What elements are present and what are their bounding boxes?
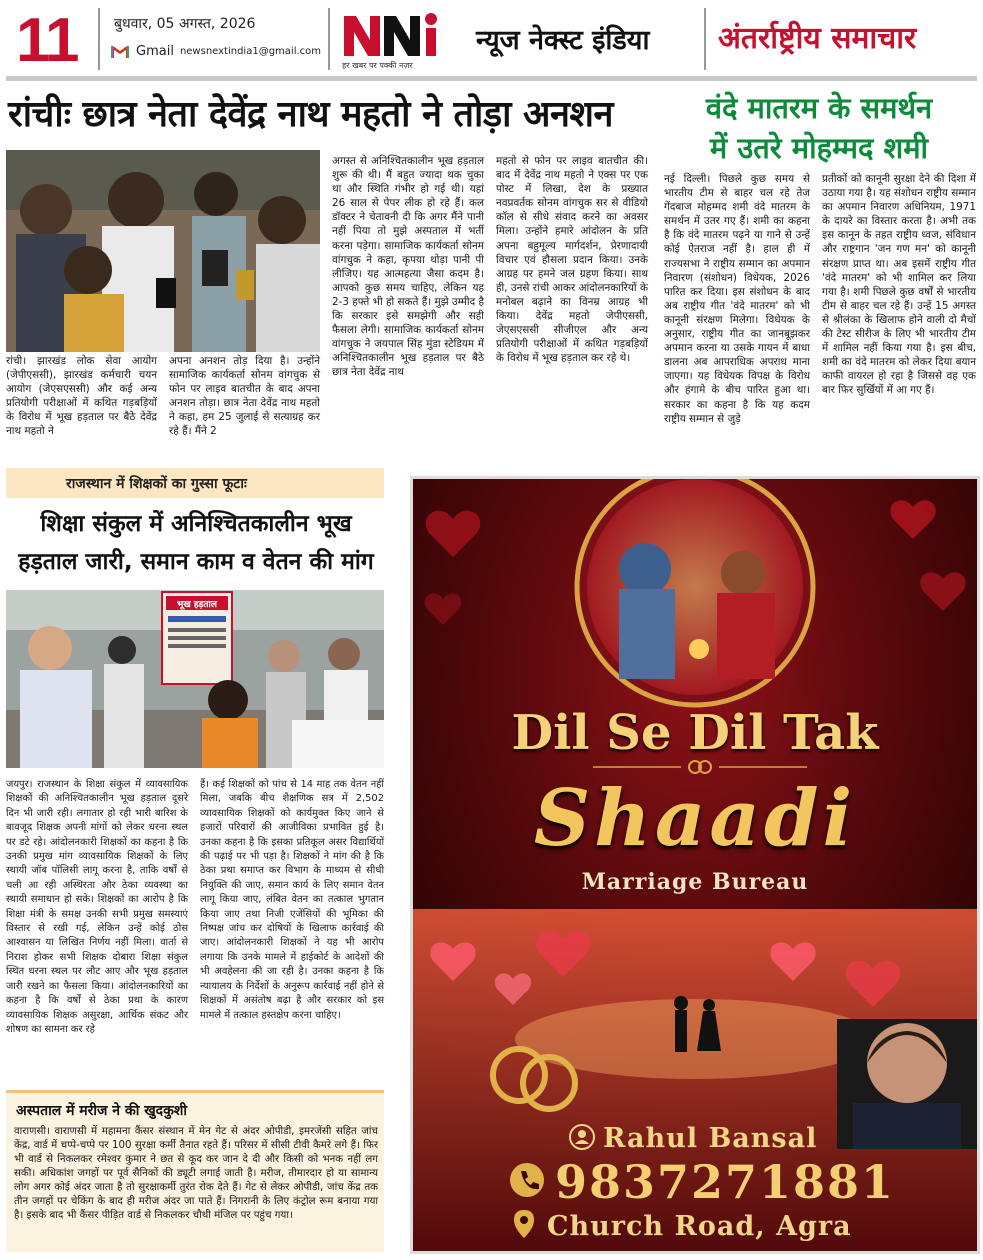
hospital-story — [6, 1090, 384, 1252]
ad-title: Dil Se Dil Tak — [511, 705, 879, 761]
rajasthan-kicker: राजस्थान में शिक्षकों का गुस्सा फूटाः — [6, 468, 384, 498]
masthead — [6, 6, 977, 76]
issue-date: बुधवार, 05 अगस्त, 2026 — [114, 16, 256, 32]
ad-contact-name: Rahul Bansal — [603, 1123, 818, 1154]
header-rule — [6, 76, 977, 81]
rajasthan-photo — [6, 590, 384, 768]
location-pin-icon — [513, 1209, 535, 1243]
ad-contact-name-row — [569, 1123, 817, 1154]
hospital-headline: अस्पताल में मरीज ने की खुदकुशी — [16, 1103, 187, 1119]
ad-subtitle: Marriage Bureau — [581, 869, 809, 895]
shami-col-1: नई दिल्ली। पिछले कुछ समय से भारतीय टीम से बाहर चल रहे तेज गेंदबाज मोहम्मद शमी वंदे मातरम के समर्थन में उतर गए हैं। शमी का कहना है कि वंदे मातरम पढ़ने या गाने से उन्हें कोई ऐतराज नहीं है। हाल ही में राज्यसभा ने राष्ट्रीय सम्मान का अपमान निवारण (संशोधन) विधेयक, 2026 पारित कर दिया। इस संशोधन के बाद अब राष्ट्रीय गीत 'वंदे मातरम' को भी कानूनी संरक्षण मिलेगा। विधेयक के अनुसार, राष्ट्रीय गीत का जानबूझकर अपमान करना या उसके गायन में बाधा डालना अब आपराधिक अपराध माना जाएगा। यह विधेयक विपक्ष के विरोध और हंगामे के बीच पारित हुआ था। सरकार का कहना है कि यह कदम राष्ट्रीय सम्मान से जुड़े — [664, 173, 810, 425]
ad-address-row — [513, 1209, 852, 1243]
strike-banner: भूख हड़ताल — [177, 600, 217, 610]
ranchi-headline: रांचीः छात्र नेता देवेंद्र नाथ महतो ने तोड़ा अनशन — [8, 94, 613, 135]
ranchi-col-2: अपना अनशन तोड़ दिया है। उन्होंने सामाजिक कार्यकर्ता सोनम वांगचुक से फोन पर लाइव बातचीत के बाद अपना अनशन तोड़ा। छात्र नेता देवेंद्र नाथ महतो ने कहा, हम 25 जुलाई से सत्याग्रह कर रहे हैं। मैंने 2 — [169, 355, 320, 438]
shami-headline-line2: में उतरे मोहम्मद शमी — [709, 131, 929, 165]
shami-headline — [660, 88, 978, 168]
ad-phone-row — [509, 1155, 895, 1209]
ranchi-col-4: महतो से फोन पर लाइव बातचीत की। बाद में देवेंद्र नाथ महतो ने एक्स पर एक पोस्ट में लिखा, देश के प्रख्यात नवप्रवर्तक सोनम वांगचुक सर से वीडियो कॉल से सीधे संवाद करने का अवसर मिला। उन्होंने हमारे आंदोलन के प्रति अपना बहुमूल्य मार्गदर्शन, प्रेरणादायी विचार एवं हौसला प्रदान किया। उनके आग्रह पर हमने जल ग्रहण किया। साथ ही, उनसे रांची आकर आंदोलनकारियों के मनोबल बढ़ाने का विनम्र आग्रह भी किया। देवेंद्र महतो जेपीएससी, जेएसएससी सीजीएल और अन्य प्रतियोगी परीक्षाओं में कथित गड़बड़ियों के विरोध में भूख हड़ताल कर रहे थे। — [496, 155, 648, 365]
rajasthan-headline: शिक्षा संकुल में अनिश्चितकालीन भूख हड़ताल जारी, समान काम व वेतन की मांग — [18, 511, 374, 575]
ranchi-col-3: अगस्त से अनिश्चितकालीन भूख हड़ताल शुरू की थी। मैं बहुत ज्यादा थक चुका था और स्थिति गंभीर हो गई थी। यहां 26 साल से पेपर लीक हो रहे हैं। कल डॉक्टर ने चेतावनी दी कि अगर मैंने पानी नहीं पिया तो मुझे अस्पताल में भर्ती करना पड़ेगा। सामाजिक कार्यकर्ता सोनम वांगचुक ने कहा, कृपया थोड़ा पानी पी लीजिए। यह आत्महत्या जैसा कदम है। आपको कुछ समय चाहिए, लेकिन यह 2-3 हफ्ते भी हो सकते हैं। मुझे उम्मीद है कि सरकार इसे समझेगी और सही फैसला लेगी। सामाजिक कार्यकर्ता सोनम वांगचुक ने जयपाल सिंह मुंडा स्टेडियम में अनिश्चितकालीन भूख हड़ताल पर बैठे छात्र नेता देवेंद्र नाथ — [332, 155, 484, 379]
page-number: 11 — [16, 6, 78, 75]
shaadi-advertisement[interactable] — [410, 476, 980, 1254]
divider — [98, 8, 100, 70]
divider — [328, 8, 330, 70]
email-address[interactable]: newsnextindia1@gmail.com — [179, 46, 322, 57]
contact-email — [110, 44, 321, 59]
ad-phone-number[interactable]: 9837271881 — [555, 1155, 896, 1209]
gmail-icon — [110, 45, 130, 59]
rajasthan-col-2: हैं। कई शिक्षकों को पांच से 14 माह तक वेतन नहीं मिला, जबकि बीच शैक्षणिक सत्र में 2,502 व्यावसायिक शिक्षकों को कार्यमुक्त किए जाने से हजारों परिवारों की आजीविका प्रभावित हुई है। उनका कहना है कि इसका प्रतिकूल असर विद्यार्थियों की पढ़ाई पर भी पड़ा है। शिक्षकों ने मांग की है कि ठेका प्रथा समाप्त कर विभाग के माध्यम से सीधी नियुक्ति की जाए, समान कार्य के लिए समान वेतन लागू किया जाए, लंबित वेतन का तत्काल भुगतान किया जाए तथा निजी एजेंसियों की भूमिका की निष्पक्ष जांच कर दोषियों के खिलाफ कार्रवाई की जाए। आंदोलनकारी शिक्षकों ने यह भी आरोप लगाया कि उनके मामले में हाईकोर्ट के आदेशों की भी अवहेलना की जा रही है। उनका कहना है कि न्यायालय के निर्देशों के अनुरूप कार्रवाई नहीं होने से शिक्षकों में असंतोष बढ़ा है और सरकार को इस मामले में तत्काल हस्तक्षेप करना चाहिए। — [200, 779, 384, 1021]
rajasthan-col-1: जयपुर। राजस्थान के शिक्षा संकुल में व्यावसायिक शिक्षकों की अनिश्चितकालीन भूख हड़ताल दूसरे दिन भी जारी रही। लगातार हो रही भारी बारिश के बावजूद शिक्षक अपनी मांगों को लेकर धरना स्थल पर डटे रहे। आंदोलनकारी शिक्षकों का कहना है कि उनकी प्रमुख मांग व्यावसायिक शिक्षकों के लिए स्थायी जॉब पॉलिसी लागू करना है, ताकि वर्षों से चली आ रही अस्थिरता और ठेका व्यवस्था का स्थायी समाधान हो सके। शिक्षकों का आरोप है कि शिक्षा मंत्री के समक्ष उनकी सभी प्रमुख समस्याएं विस्तार से रखी गई, लेकिन उन्हें कोई ठोस आश्वासन या लिखित निर्णय नहीं मिला। वार्ता से निराश होकर सभी शिक्षक दोबारा शिक्षा संकुल स्थित धरना स्थल पर लौट आए और भूख हड़ताल जारी रखने का फैसला किया। आंदोलनकारियों का कहना है कि वर्षों से ठेका प्रथा के कारण व्यावसायिक शिक्षक असुरक्षा, आर्थिक संकट और शोषण का सामना कर रहे — [6, 779, 188, 1035]
phone-icon — [509, 1162, 545, 1202]
section-title: अंतर्राष्ट्रीय समाचार — [718, 21, 917, 56]
logo-tagline: हर खबर पर पक्की नज़र — [342, 61, 413, 70]
shami-col-2: प्रतीकों को कानूनी सुरक्षा देने की दिशा में उठाया गया है। यह संशोधन राष्ट्रीय सम्मान का अपमान निवारण अधिनियम, 1971 के दायरे का विस्तार करता है। अभी तक इस कानून के तहत राष्ट्रीय ध्वज, संविधान और राष्ट्रगान 'जन गण मन' को कानूनी संरक्षण प्राप्त था। अब इसमें राष्ट्रीय गीत 'वंदे मातरम' को भी शामिल कर लिया गया है। शमी पिछले कुछ वर्षों से भारतीय टीम से बाहर चल रहे हैं। उन्हें 15 अगस्त से श्रीलंका के खिलाफ होने वाली दो मैचों की टेस्ट सीरीज के लिए भी भारतीय टीम में शामिल नहीं किया गया है। इस बीच, शमी का वंदे मातरम को लेकर दिया बयान काफी वायरल हो रहा है जिससे वह एक बार फिर सुर्खियों में आ गए हैं। — [822, 173, 976, 397]
hospital-text: वाराणसी। वाराणसी में महामना कैंसर संस्थान में मेन गेट से अंदर ओपीडी, इमरजेंसी सहित जांच केंद्र, वार्ड में चप्पे-चप्पे पर 100 सुरक्षा कर्मी तैनात रहते हैं। परिसर में सीसी टीवी कैमरे लगे हैं। फिर भी वार्ड से निकलकर रमेश्वर कुमार ने छत से कूद कर जान दे दी और किसी को भनक नहीं लग सकी। अधिकांश जगहों पर पूर्व सैनिकों की ड्यूटी लगाई जाती है। मरीज, तीमारदार हो या सामान्य लोग अगर कोई अंदर जाता है तो सुरक्षाकर्मी तुरंत रोक देते हैं। गेट से लेकर ओपीडी, जांच केंद्र तक तीन जगहों पर चेकिंग के बाद ही मरीज अंदर जा पाते हैं। निगरानी के लिए कंट्रोल रूम बनाया गया है। इसके बाद भी कैंसर पीड़ित वार्ड से निकलकर चौथी मंजिल पर पहुंच गया। — [14, 1126, 378, 1221]
shami-headline-line1: वंदे मातरम के समर्थन — [705, 91, 933, 125]
gmail-label: Gmail — [136, 44, 174, 59]
brand-name: न्यूज नेक्स्ट इंडिया — [476, 25, 650, 56]
divider — [704, 8, 706, 70]
ranchi-col-1: रांची। झारखंड लोक सेवा आयोग (जेपीएससी), झारखंड कर्मचारी चयन आयोग (जेएसएससी) और कई अन्य प्रतियोगी परीक्षाओं में कथित गड़बड़ियों के विरोध में भूख हड़ताल पर बैठे देवेंद्र नाथ महतो ने — [6, 355, 157, 438]
user-icon — [569, 1124, 595, 1154]
ad-address: Church Road, Agra — [547, 1210, 852, 1242]
ad-brand: Shaadi — [533, 773, 857, 864]
ranchi-photo — [6, 150, 320, 352]
